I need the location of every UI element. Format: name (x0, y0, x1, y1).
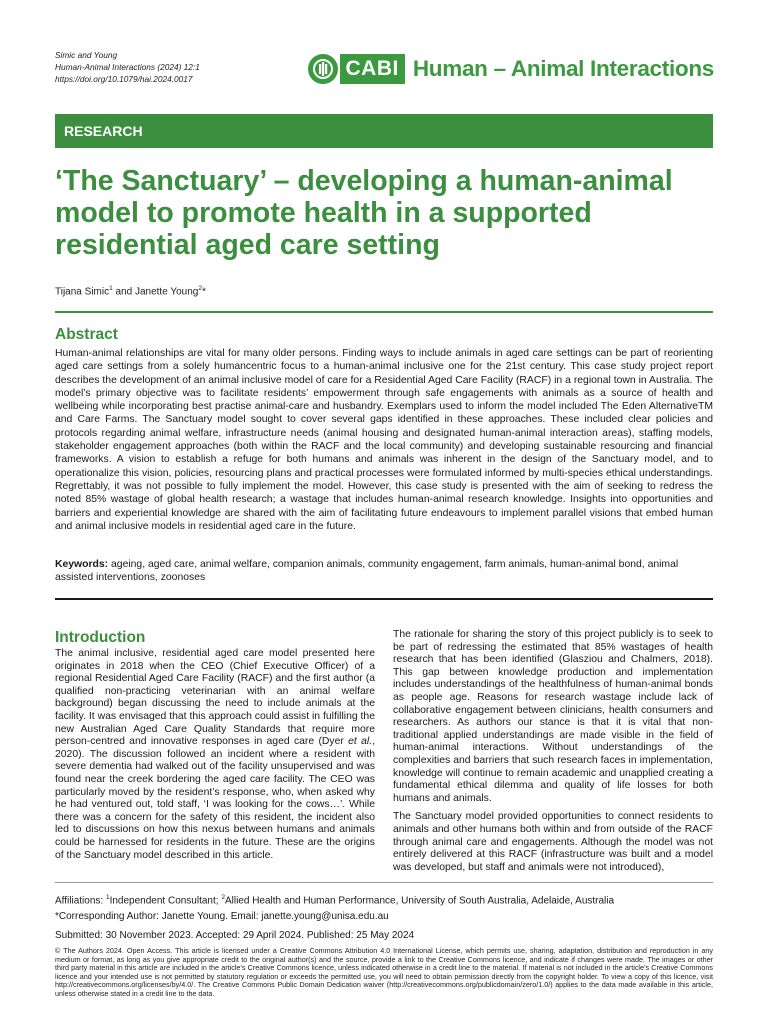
introduction-right-column (393, 629, 713, 874)
license-text: © The Authors 2024. Open Access. This article is licensed under a Creative Commons Attribution 4.0 International License, which permits use, sharing, adaptation, distribution and reproduction in any medium or format, as long as you give appropriate credit to the original author(s) and the source, provide a link to the Creative Commons licence, and indicate if changes were made. The images or other third party material in this article are included in the article’s Creative Commons licence, unless indicated otherwise in a credit line to the material. If material is not included in the article’s Creative Commons licence and your intended use is not permitted by statutory regulation or exceeds the permitted use, you will need to obtain permission directly from the copyright holder. To view a copy of this licence, visit http://creativecommons.org/licenses/by/4.0/. The Creative Commons Public Domain Dedication waiver (http://creativecommons.org/publicdomain/zero/1.0/) applies to the data made available in this article, unless otherwise stated in a credit line to the data. (55, 946, 713, 998)
affil-sup-2: 2 (221, 894, 225, 901)
abstract-divider (55, 598, 713, 600)
author-2-affil: 2 (198, 285, 202, 292)
affil-1: Independent Consultant; (109, 895, 222, 907)
intro-left-italic: et al. (348, 736, 373, 748)
affil-label: Affiliations: (55, 895, 106, 907)
journal-brand (308, 52, 714, 86)
corresponding-author: *Corresponding Author: Janette Young. Email: janette.young@unisa.edu.au (55, 911, 389, 922)
section-banner: RESEARCH (55, 114, 713, 148)
cabi-logo (308, 54, 405, 84)
intro-left-text-b: , 2020). The discussion followed an incident where a resident with severe dementia had walked out of the facility unsupervised and was found near the creek bordering the aged care facility. The CEO was particularly moved by the resident’s response, who, when asked why he had ventured out, told staff, ‘I was looking for the cows…’. While there was a concern for the safety of this resident, the incident also led to discussions on how this nexus between humans and animals could be harnessed for residents in the future. These are the origins of the Sanctuary model described in this article. (55, 736, 375, 861)
article-meta (55, 49, 200, 85)
intro-left-text-a: The animal inclusive, residential aged care model presented here originates in 2018 when the CEO (Chief Executive Officer) of a regional Residential Aged Care Facility (RACF) and the first author (a qualified non-practicing veterinarian with an animal welfare background) began discussing the need to include animals at the facility. It was envisaged that this approach could assist in fulfilling the new Australian Aged Care Quality Standards that require more person-centred and innovative responses in aged care (Dyer (55, 648, 375, 748)
intro-right-paragraph-2: The Sanctuary model provided opportunities to connect residents to animals and other humans both within and from outside of the RACF through animal care and engagements. Although the model was not entirely delivered at this RACF (infrastructure was built and a model was developed, but staff and animals were not introduced), (393, 811, 713, 873)
cabi-wordmark: CABI (340, 54, 405, 84)
introduction-heading: Introduction (55, 629, 146, 646)
abstract-text: Human-animal relationships are vital for many older persons. Finding ways to include animals in aged care settings can be part of reorienting aged care settings from a solely humancentric focus to a human-animal inclusive one for the 21st century. This case study project report describes the development of an animal inclusive model of care for a Residential Aged Care Facility (RACF) in a regional town in Australia. The model’s primary objective was to facilitate residents’ empowerment through safe engagements with animals as a source of health and wellbeing while incorporating best practise animal-care and husbandry. Exemplars used to inform the model included The Eden AlternativeTM and Care Farms. The Sanctuary model sought to cover several gaps identified in these approaches. These included clear policies and protocols regarding animal welfare, infrastructure needs (animal housing and designated human-animal interaction areas), staffing models, stakeholder engagement approaches (both within the RACF and the local community) and developing sustainable resourcing and financial frameworks. A vision to establish a refuge for both humans and animals was inherent in the design of the Sanctuary model, and to operationalize this vision, policies, resourcing plans and practical processes were formulated informed by multi-species ethical understandings. Regrettably, it was not possible to fully implement the model. However, this case study is presented with the aim of seeking to redress the noted 85% wastage of global health research; a wastage that includes human-animal research knowledge. Insights into opportunities and barriers and experiential knowledge are shared with the aim of facilitating future endeavours to implement parallel visions that embed human and animal inclusive models in residential aged care in the future. (55, 348, 713, 532)
affil-sup-1: 1 (105, 894, 110, 901)
intro-right-paragraph-1: The rationale for sharing the story of this project publicly is to seek to be part of redressing the estimated that 85% wastages of health research that has been identified (Glasziou and Chalmers, 2018). This gap between knowledge production and implementation includes understandings of the healthfulness of human-animal bonds as people age. Reasons for research wastage include lack of collaborative engagement between clinicians, health consumers and researchers. As authors our stance is that it is vital that non-traditional applied understandings are made visible in the field of human-animal interactions. Without understandings of the complexities and barriers that such research faces in implementation, knowledge will continue to remain academic and unapplied creating a fundamental ethical dilemma and quality of life losses for both humans and animals. (393, 629, 713, 804)
author-joiner: and Janette Young (112, 286, 199, 298)
corresponding-mark: * (201, 286, 206, 298)
author-1-affil: 1 (109, 285, 113, 292)
keywords (55, 558, 713, 585)
article-title: ‘The Sanctuary’ – developing a human-animal model to promote health in a supported residential aged care setting (55, 165, 673, 261)
footer-divider (55, 882, 713, 883)
abstract-heading: Abstract (55, 326, 118, 343)
affil-2: Allied Health and Human Performance, University of South Australia, Adelaide, Australia (224, 895, 615, 907)
author-1: Tijana Simic (55, 286, 110, 298)
journal-issue: Human-Animal Interactions (2024) 12:1 (55, 62, 200, 72)
doi-link[interactable]: https://doi.org/10.1079/hai.2024.0017 (55, 74, 193, 84)
affiliations (55, 892, 713, 907)
cabi-logo-icon (308, 54, 338, 84)
title-divider (55, 311, 713, 313)
journal-title: Human – Animal Interactions (412, 56, 714, 81)
publication-dates: Submitted: 30 November 2023. Accepted: 29 April 2024. Published: 25 May 2024 (55, 930, 415, 941)
keywords-label: Keywords: (55, 559, 109, 570)
authors-short: Simic and Young (55, 50, 118, 60)
author-line (55, 285, 206, 297)
keywords-list: ageing, aged care, animal welfare, companion animals, community engagement, farm animals, human-animal bond, animal assisted interventions, zoonoses (55, 559, 679, 584)
introduction-left-column (55, 648, 375, 862)
